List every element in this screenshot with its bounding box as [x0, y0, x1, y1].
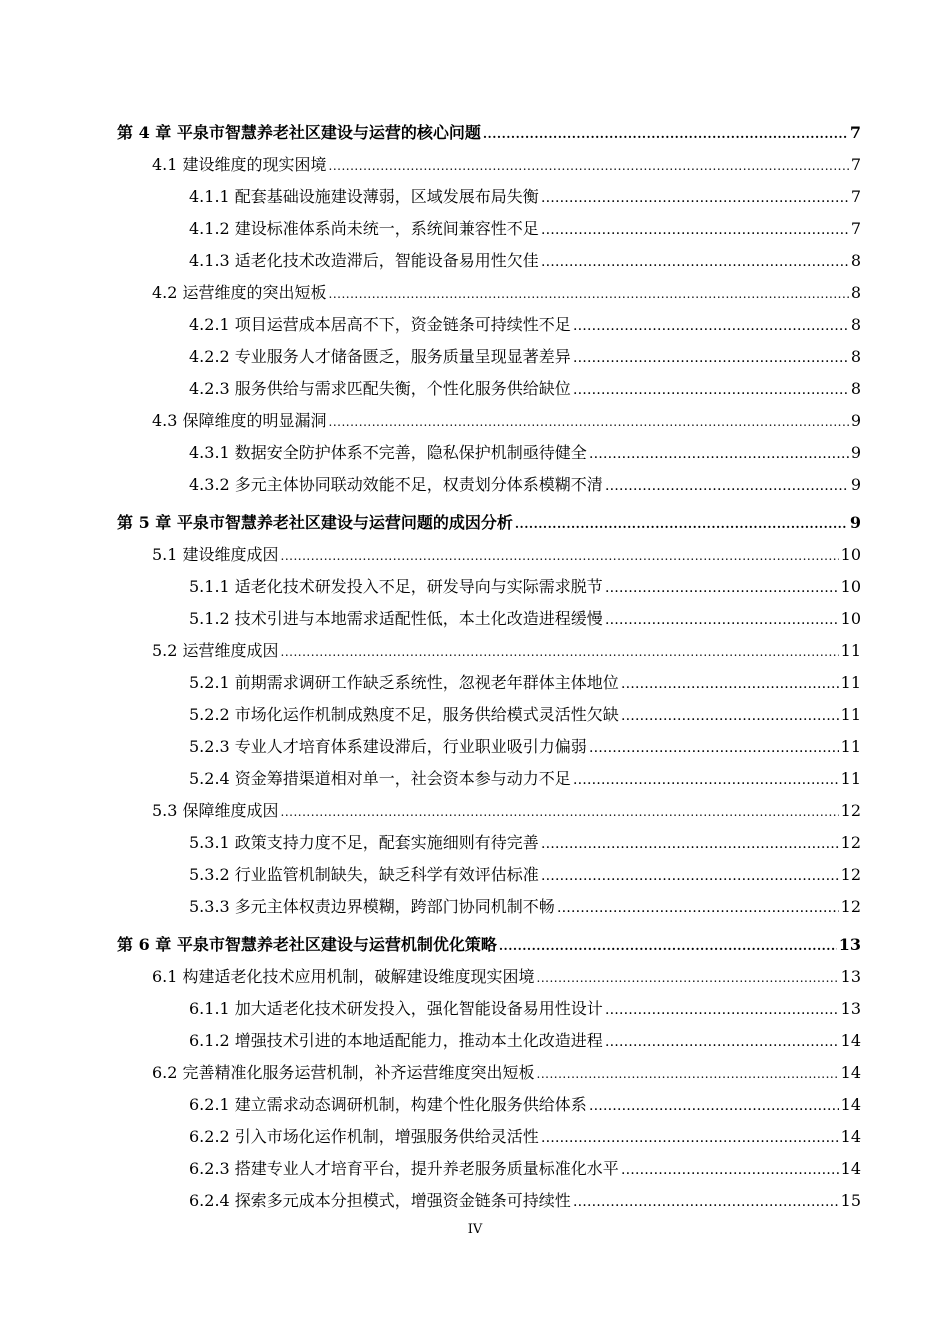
toc-entry-page: 14 — [840, 1159, 861, 1178]
toc-entry-title: 5.3.1 政策支持力度不足，配套实施细则有待完善 — [189, 833, 539, 852]
toc-entry-page: 12 — [840, 801, 861, 820]
toc-dot-leader — [605, 469, 849, 502]
toc-dot-leader — [573, 1185, 839, 1218]
toc-entry-level-2[interactable] — [117, 405, 861, 437]
toc-entry-title: 5.3 保障维度成因 — [152, 801, 279, 820]
toc-entry-level-1[interactable] — [117, 117, 861, 149]
toc-entry-level-3[interactable] — [117, 699, 861, 731]
toc-entry-title: 6.2.3 搭建专业人才培育平台，提升养老服务质量标准化水平 — [189, 1159, 619, 1178]
toc-entry-level-3[interactable] — [117, 859, 861, 891]
toc-entry-page: 13 — [840, 999, 861, 1018]
toc-dot-leader — [329, 149, 849, 182]
toc-dot-leader — [537, 961, 839, 994]
toc-dot-leader — [541, 859, 839, 892]
toc-entry-page: 12 — [840, 833, 861, 852]
table-of-contents — [117, 117, 861, 1217]
toc-entry-title: 6.2.4 探索多元成本分担模式，增强资金链条可持续性 — [189, 1191, 571, 1210]
toc-dot-leader — [483, 117, 848, 150]
toc-entry-title: 6.2.1 建立需求动态调研机制，构建个性化服务供给体系 — [189, 1095, 587, 1114]
toc-entry-title: 4.2.2 专业服务人才储备匮乏，服务质量呈现显著差异 — [189, 347, 571, 366]
page-number: IV — [467, 1222, 483, 1237]
toc-entry-page: 15 — [840, 1191, 861, 1210]
toc-entry-level-2[interactable] — [117, 961, 861, 993]
toc-entry-title: 5.2 运营维度成因 — [152, 641, 279, 660]
toc-entry-level-3[interactable] — [117, 571, 861, 603]
toc-dot-leader — [499, 929, 837, 962]
toc-entry-title: 5.2.3 专业人才培育体系建设滞后，行业职业吸引力偏弱 — [189, 737, 587, 756]
toc-entry-level-3[interactable] — [117, 603, 861, 635]
toc-entry-title: 5.1.1 适老化技术研发投入不足，研发导向与实际需求脱节 — [189, 577, 603, 596]
toc-entry-level-3[interactable] — [117, 245, 861, 277]
toc-entry-page: 10 — [840, 609, 861, 628]
toc-entry-title: 6.2 完善精准化服务运营机制，补齐运营维度突出短板 — [152, 1063, 535, 1082]
toc-entry-title: 5.2.2 市场化运作机制成熟度不足，服务供给模式灵活性欠缺 — [189, 705, 619, 724]
toc-entry-level-3[interactable] — [117, 993, 861, 1025]
toc-entry-page: 12 — [840, 865, 861, 884]
toc-entry-title: 6.1 构建适老化技术应用机制，破解建设维度现实困境 — [152, 967, 535, 986]
toc-entry-page: 9 — [850, 443, 861, 462]
toc-entry-title: 6.1.1 加大适老化技术研发投入，强化智能设备易用性设计 — [189, 999, 603, 1018]
toc-dot-leader — [541, 245, 849, 278]
toc-entry-level-3[interactable] — [117, 469, 861, 501]
toc-entry-page: 13 — [840, 967, 861, 986]
toc-entry-page: 10 — [840, 545, 861, 564]
toc-dot-leader — [605, 993, 839, 1026]
toc-dot-leader — [281, 635, 839, 668]
toc-dot-leader — [589, 437, 849, 470]
toc-entry-title: 第 4 章 平泉市智慧养老社区建设与运营的核心问题 — [117, 123, 481, 142]
toc-entry-title: 4.3.2 多元主体协同联动效能不足，权责划分体系模糊不清 — [189, 475, 603, 494]
toc-entry-page: 11 — [840, 769, 861, 788]
toc-entry-title: 4.1.2 建设标准体系尚未统一，系统间兼容性不足 — [189, 219, 539, 238]
toc-dot-leader — [605, 603, 839, 636]
toc-entry-title: 5.2.4 资金筹措渠道相对单一，社会资本参与动力不足 — [189, 769, 571, 788]
toc-entry-level-3[interactable] — [117, 1185, 861, 1217]
toc-dot-leader — [589, 1089, 839, 1122]
toc-entry-page: 11 — [840, 673, 861, 692]
toc-entry-level-3[interactable] — [117, 763, 861, 795]
toc-dot-leader — [621, 699, 839, 732]
toc-entry-level-3[interactable] — [117, 1025, 861, 1057]
toc-dot-leader — [541, 213, 849, 246]
toc-dot-leader — [557, 891, 839, 924]
toc-entry-level-3[interactable] — [117, 1121, 861, 1153]
toc-entry-page: 8 — [850, 251, 861, 270]
toc-entry-title: 6.2.2 引入市场化运作机制，增强服务供给灵活性 — [189, 1127, 539, 1146]
toc-dot-leader — [621, 1153, 839, 1186]
toc-entry-page: 9 — [850, 411, 861, 430]
toc-entry-level-3[interactable] — [117, 341, 861, 373]
toc-entry-page: 7 — [850, 219, 861, 238]
toc-entry-level-2[interactable] — [117, 635, 861, 667]
toc-dot-leader — [281, 795, 839, 828]
toc-entry-page: 8 — [850, 315, 861, 334]
toc-entry-page: 7 — [850, 155, 861, 174]
toc-entry-page: 13 — [838, 935, 861, 954]
toc-entry-page: 12 — [840, 897, 861, 916]
toc-entry-title: 5.3.2 行业监管机制缺失，缺乏科学有效评估标准 — [189, 865, 539, 884]
toc-entry-page: 14 — [840, 1031, 861, 1050]
toc-entry-level-3[interactable] — [117, 1153, 861, 1185]
toc-entry-page: 11 — [840, 737, 861, 756]
toc-entry-page: 10 — [840, 577, 861, 596]
toc-dot-leader — [541, 1121, 839, 1154]
toc-dot-leader — [541, 181, 849, 214]
toc-entry-title: 4.1.1 配套基础设施建设薄弱，区域发展布局失衡 — [189, 187, 539, 206]
toc-entry-title: 4.1.3 适老化技术改造滞后，智能设备易用性欠佳 — [189, 251, 539, 270]
toc-entry-title: 4.2.3 服务供给与需求匹配失衡，个性化服务供给缺位 — [189, 379, 571, 398]
toc-dot-leader — [621, 667, 839, 700]
toc-dot-leader — [573, 763, 839, 796]
toc-entry-level-3[interactable] — [117, 437, 861, 469]
toc-entry-title: 5.1 建设维度成因 — [152, 545, 279, 564]
toc-entry-level-2[interactable] — [117, 149, 861, 181]
toc-entry-page: 11 — [840, 705, 861, 724]
toc-dot-leader — [573, 373, 849, 406]
toc-entry-level-3[interactable] — [117, 667, 861, 699]
toc-entry-title: 4.2 运营维度的突出短板 — [152, 283, 327, 302]
toc-entry-page: 7 — [849, 123, 861, 142]
toc-entry-level-1[interactable] — [117, 929, 861, 961]
toc-dot-leader — [573, 309, 849, 342]
toc-dot-leader — [573, 341, 849, 374]
toc-entry-page: 11 — [840, 641, 861, 660]
toc-dot-leader — [537, 1057, 839, 1090]
toc-entry-page: 8 — [850, 283, 861, 302]
toc-entry-level-2[interactable] — [117, 539, 861, 571]
toc-dot-leader — [281, 539, 839, 572]
toc-entry-level-2[interactable] — [117, 277, 861, 309]
toc-dot-leader — [605, 1025, 839, 1058]
toc-entry-level-2[interactable] — [117, 1057, 861, 1089]
toc-entry-page: 7 — [850, 187, 861, 206]
toc-dot-leader — [605, 571, 839, 604]
toc-entry-level-3[interactable] — [117, 213, 861, 245]
toc-dot-leader — [515, 507, 848, 540]
toc-entry-title: 6.1.2 增强技术引进的本地适配能力，推动本土化改造进程 — [189, 1031, 603, 1050]
toc-entry-title: 5.2.1 前期需求调研工作缺乏系统性，忽视老年群体主体地位 — [189, 673, 619, 692]
toc-entry-page: 14 — [840, 1127, 861, 1146]
toc-entry-level-3[interactable] — [117, 181, 861, 213]
toc-entry-level-3[interactable] — [117, 891, 861, 923]
toc-entry-title: 4.2.1 项目运营成本居高不下，资金链条可持续性不足 — [189, 315, 571, 334]
toc-entry-page: 9 — [849, 513, 861, 532]
toc-entry-level-3[interactable] — [117, 827, 861, 859]
toc-entry-page: 8 — [850, 379, 861, 398]
toc-entry-level-3[interactable] — [117, 731, 861, 763]
toc-entry-page: 14 — [840, 1063, 861, 1082]
toc-dot-leader — [329, 405, 849, 438]
toc-entry-title: 4.1 建设维度的现实困境 — [152, 155, 327, 174]
toc-dot-leader — [541, 827, 839, 860]
toc-entry-level-3[interactable] — [117, 1089, 861, 1121]
toc-entry-level-3[interactable] — [117, 309, 861, 341]
toc-entry-title: 第 5 章 平泉市智慧养老社区建设与运营问题的成因分析 — [117, 513, 513, 532]
toc-entry-page: 14 — [840, 1095, 861, 1114]
toc-entry-level-2[interactable] — [117, 795, 861, 827]
toc-entry-title: 4.3 保障维度的明显漏洞 — [152, 411, 327, 430]
toc-dot-leader — [329, 277, 849, 310]
toc-dot-leader — [589, 731, 839, 764]
toc-entry-page: 8 — [850, 347, 861, 366]
toc-entry-level-3[interactable] — [117, 373, 861, 405]
toc-entry-level-1[interactable] — [117, 507, 861, 539]
toc-entry-title: 4.3.1 数据安全防护体系不完善，隐私保护机制亟待健全 — [189, 443, 587, 462]
toc-entry-title: 5.1.2 技术引进与本地需求适配性低，本土化改造进程缓慢 — [189, 609, 603, 628]
toc-entry-title: 第 6 章 平泉市智慧养老社区建设与运营机制优化策略 — [117, 935, 497, 954]
toc-entry-page: 9 — [850, 475, 861, 494]
toc-entry-title: 5.3.3 多元主体权责边界模糊，跨部门协同机制不畅 — [189, 897, 555, 916]
